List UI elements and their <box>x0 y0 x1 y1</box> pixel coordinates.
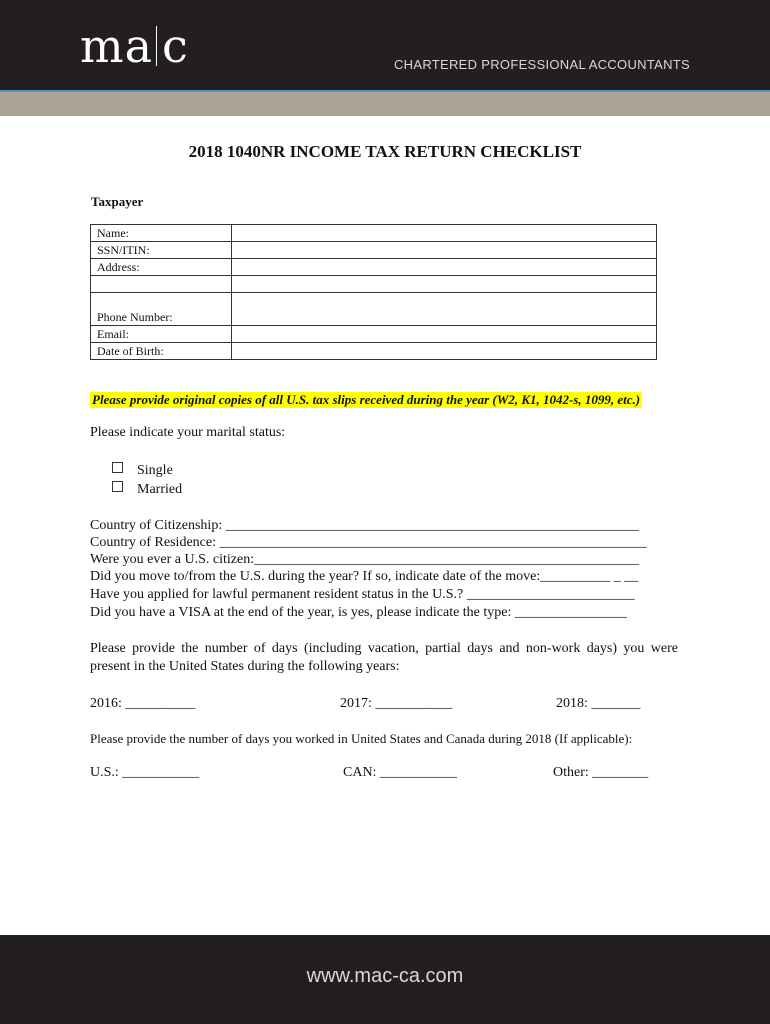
row-label: Date of Birth: <box>91 343 232 360</box>
taxpayer-section-label: Taxpayer <box>91 194 144 209</box>
footer-bar <box>0 935 770 1024</box>
company-logo: ma c <box>80 19 189 73</box>
option-married[interactable]: Married <box>112 481 182 498</box>
tax-slips-notice: Please provide original copies of all U.S. tax slips received during the year (W2, K1, 1042-s, 1099, etc.) <box>92 392 641 407</box>
option-single[interactable]: Single <box>112 462 173 479</box>
citizenship-question: Country of Citizenship: ___________________________________________________________ <box>90 518 639 533</box>
visa-question: Did you have a VISA at the end of the year, is yes, please indicate the type: ________________ <box>90 605 627 620</box>
days-2018-field[interactable]: 2018: _______ <box>556 696 641 711</box>
row-label: Name: <box>91 225 232 242</box>
address-line-2-field[interactable] <box>232 276 657 293</box>
address-field[interactable] <box>232 259 657 276</box>
table-row <box>91 225 657 242</box>
days-present-prompt: Please provide the number of days (including vacation, partial days and non-work days) you were present in the United States during the following years: <box>90 641 678 674</box>
table-row <box>91 343 657 360</box>
table-row <box>91 259 657 276</box>
other-days-field[interactable]: Other: ________ <box>553 765 649 780</box>
website-link[interactable]: www.mac-ca.com <box>306 965 464 987</box>
email-field[interactable] <box>232 326 657 343</box>
residence-question: Country of Residence: _____________________________________________________________ <box>90 535 647 550</box>
tagline: CHARTERED PROFESSIONAL ACCOUNTANTS <box>393 57 690 72</box>
checkbox-icon[interactable] <box>112 462 123 473</box>
table-row <box>91 242 657 259</box>
page-title: 2018 1040NR INCOME TAX RETURN CHECKLIST <box>188 142 582 161</box>
table-row <box>91 293 657 326</box>
permanent-resident-question: Have you applied for lawful permanent resident status in the U.S.? ________________________ <box>90 587 635 602</box>
marital-status-prompt: Please indicate your marital status: <box>90 425 286 440</box>
us-days-field[interactable]: U.S.: ___________ <box>90 765 200 780</box>
move-date-question: Did you move to/from the U.S. during the year? If so, indicate date of the move:__________ _ __ <box>90 569 639 584</box>
checkbox-icon[interactable] <box>112 481 123 492</box>
days-2017-field[interactable]: 2017: ___________ <box>340 696 453 711</box>
table-row <box>91 326 657 343</box>
ssn-field[interactable] <box>232 242 657 259</box>
days-2016-field[interactable]: 2016: __________ <box>90 696 196 711</box>
phone-field[interactable] <box>232 293 657 326</box>
can-days-field[interactable]: CAN: ___________ <box>343 765 457 780</box>
days-worked-prompt: Please provide the number of days you worked in United States and Canada during 2018 (If applicable): <box>90 731 633 746</box>
dob-field[interactable] <box>232 343 657 360</box>
row-label: Address: <box>91 259 232 276</box>
row-label: Phone Number: <box>91 293 232 326</box>
row-label <box>91 276 232 293</box>
header-bar <box>0 0 770 90</box>
name-field[interactable] <box>232 225 657 242</box>
row-label: Email: <box>91 326 232 343</box>
row-label: SSN/ITIN: <box>91 242 232 259</box>
header-band <box>0 92 770 116</box>
us-citizen-question: Were you ever a U.S. citizen:_______________________________________________________ <box>90 552 640 567</box>
taxpayer-info-table <box>90 224 657 360</box>
table-row <box>91 276 657 293</box>
